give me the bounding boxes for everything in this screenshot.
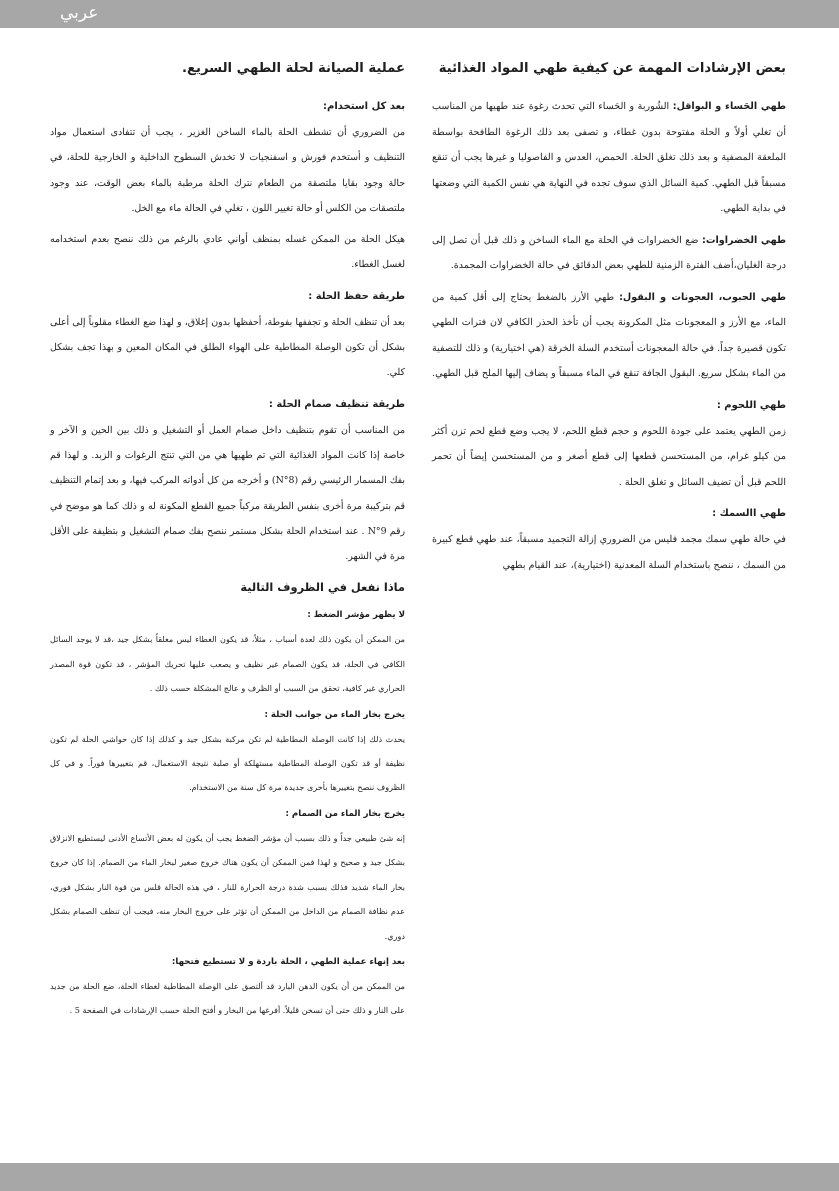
- steam-sides-text: يحدث ذلك إذا كانت الوصلة المطاطية لم تكن مركبة بشكل جيد و كذلك إذا كان حواشي الحلة لم تكون نظيفة أو قد تكون الوصلة المطاطية مستهلكة أو صلبة نتيجة الاستعمال، قم بتغييرها فوراً. و في كل الظروف ننصح بتغييرها بأخرى جديدة مرة كل سنة من الاستخدام.: [50, 733, 405, 793]
- after-cooking-text: من الممكن من أن يكون الدهن البارد قد ألتصق على الوصلة المطاطية لغطاء الحلة، ضع الحلة من جديد على النار و ذلك حتى أن تسخن قليلاً. أفرغها من البخار و أفتح الحلة حسب الإرشادات في الصفحة 5 .: [50, 980, 405, 1016]
- grains-text: طهي الأرز بالضغط يحتاج إلى أقل كمية من الماء، مع الأرز و المعجونات مثل المكرونة يجب أن تأخذ الحذر الكافي لان فترات الطهي تكون قصيرة جداً. في حالة المعجونات أستخدم السلة الخرقة (هي اختيارية) و ذلك للتصفية من الماء بشكل سريع. البقول الجافة تنقع في الماء مسبقاً و يضاف إليها الملح قبل الطهي.: [432, 291, 786, 379]
- header-bar: [0, 0, 839, 28]
- steam-valve-heading: يخرج بخار الماء من الصمام :: [285, 808, 405, 819]
- language-tab: عربي: [60, 3, 99, 23]
- after-use-text-1: من الضروري أن تشطف الحلة بالماء الساخن الغزير ، يجب أن تتفادى استعمال مواد التنظيف و أستخدم فورش و اسفنجيات لا تخدش السطوح الداخلية و الخارجية للحلة، في حالة وجود بقايا ملتصقة من الطعام نترك الحلة مرطبة بالماء بعض الوقت، عند وجود ملتصقات من الكلس أو حالة تغيير اللون ، تغلي في الحالة ماء مع الخل.: [50, 127, 405, 214]
- grains-paragraph: [432, 285, 786, 387]
- fish-text: في حالة طهي سمك مجمد فليس من الضروري إزالة التجميد مسبقاً، عند طهي قطع كبيرة من السمك ، ننصح باستخدام السلة المعدنية (اختيارية)، عند القيام بطهي: [432, 534, 786, 571]
- no-gauge-heading: لا يظهر مؤشر الضغط :: [307, 610, 405, 621]
- soups-lead: طهي الحَساء و البواقل:: [672, 101, 786, 112]
- after-use-text-2: هيكل الحلة من الممكن غسله بمنظف أواني عادي بالرغم من ذلك ننصح بعدم استخدامه لغسل الغطاء.: [50, 234, 405, 271]
- steam-sides-heading: يخرج بخار الماء من جوانب الحلة :: [264, 709, 405, 720]
- grains-lead: طهي الحبوب، العجونات و البقول:: [619, 291, 786, 303]
- no-gauge-text: من الممكن أن يكون ذلك لعدة أسباب ، مثلاً، قد يكون الغطاء ليس مغلقاً بشكل جيد ،قد لا يوجد السائل الكافي في الحلة، قد يكون الصمام غير نظيف و يصعب عليها تحريك المؤشر ، قد تكون قوة المصدر الحراري غير كافية، تحقق من السبب أو الظرف و عالج المشكلة حسب ذلك .: [50, 634, 405, 694]
- meat-text: زمن الطهي يعتمد على جودة اللحوم و حجم قطع اللحم، لا يجب وضع قطع لحم تزن أكثر من كيلو غرام، من المستحسن قطعها إلى قطع أصغر و من المستحسن إيضاً أن تحمر اللحم قبل أن تضيف السائل و تغلق الحلة .: [432, 425, 786, 488]
- meat-heading: طهي اللحوم :: [716, 399, 786, 411]
- soups-paragraph: [432, 94, 786, 222]
- after-use-heading: بعد كل استخدام:: [323, 101, 405, 112]
- valve-cleaning-heading: طريقة تنظيف صمام الحلة :: [268, 398, 405, 410]
- storage-heading: طريقة حفظ الحلة :: [308, 290, 405, 302]
- after-cooking-heading: بعد إنهاء عملية الطهي ، الحلة باردة و لا تستطيع فتحها:: [171, 956, 405, 967]
- vegetables-paragraph: [432, 228, 786, 279]
- soups-text: الشُوربة و الحَساء التي تحدث رغوة عند طهيها من المناسب أن تغلي أولاً و الحلة مفتوحة بدون غطاء، و تصفى بعد ذلك الرغوة الطافحة بواسطة الملعقة المصفية و بعد ذلك تغلق الحلة. الحمص، العدس و الفاصوليا و غيرها يجب أن تنقع مسبقاً قبل الطهي. كمية السائل الذي سوف تجده في النهاية هي نفس الكمية التي وضعتها في بداية الطهي.: [432, 101, 786, 214]
- maintenance-title: عملية الصيانة لحلة الطهي السريع.: [182, 61, 405, 76]
- footer-bar: [0, 1163, 839, 1191]
- valve-cleaning-text: من المناسب أن تقوم بتنظيف داخل صمام العمل أو التشغيل و ذلك بين الحين و الآخر و خاصة إذا كانت المواد الغذائية التي تم طهيها هي من التي تنتج الرغوات و الزبد. و لهذا قم بفك المسمار الرئيسي رقم (N°8) و أخرجه من كل أدواته المركب فيها، و بعد إتمام التنظيف قم بتركيبة مرة أخرى بنفس الطريقة مركباً جميع القطع المكونة له و ذلك كما هو موضح في رقم N°9 . عند استخدام الحلة بشكل مستمر ننصح بفك صمام التشغيل و بتظيفة على الأقل مرة في الشهر.: [50, 424, 406, 563]
- storage-text: بعد أن تنظف الحلة و تجففها بفوطة، أحفظها بدون إغلاق، و لهذا ضع الغطاء مقلوباً إلى أعلى بشكل أن تكون الوصلة المطاطية على الهواء الطلق في المكان المعين و بهذا تجف بشكل كلي.: [50, 316, 405, 379]
- troubleshooting-heading: ماذا نفعل في الظروف التالية: [240, 580, 405, 595]
- maintenance-column: [50, 58, 405, 1025]
- vegetables-text: ضع الخضراوات في الحلة مع الماء الساخن و ذلك قبل أن تصل إلى درجة الغليان،أضف الفترة الزمنية للطهي بعض الدقائق في حالة الخضراوات المجمدة.: [432, 234, 786, 271]
- cooking-guidelines-column: [432, 58, 786, 584]
- vegetables-lead: طهي الخضراوات:: [701, 234, 787, 246]
- fish-heading: طهي االسمك :: [712, 508, 786, 519]
- steam-valve-text: إنه شئ طبيعي جداً و ذلك بسبب أن مؤشر الضغط يجب أن يكون له بعض الأتساع الأدنى ليستطيع الانزلاق بشكل جيد و صحيح و لهذا فمن الممكن أن يكون هناك خروج صغير لبخار الماء من الصمام. إذا كان خروج بخار الماء شديد فذلك بسبب شدة درجة الحرارة للنار ، في هذه الحالة قلس من قوة النار بشكل فوري، عدم نظافة الصمام من الداخل من الممكن أن تؤثر على خروج البخار منه، فيجب أن تنظف الصمام بشكل دوري.: [50, 832, 405, 941]
- cooking-guidelines-title: بعض الإرشادات المهمة عن كيفية طهي المواد الغذائية: [438, 61, 786, 76]
